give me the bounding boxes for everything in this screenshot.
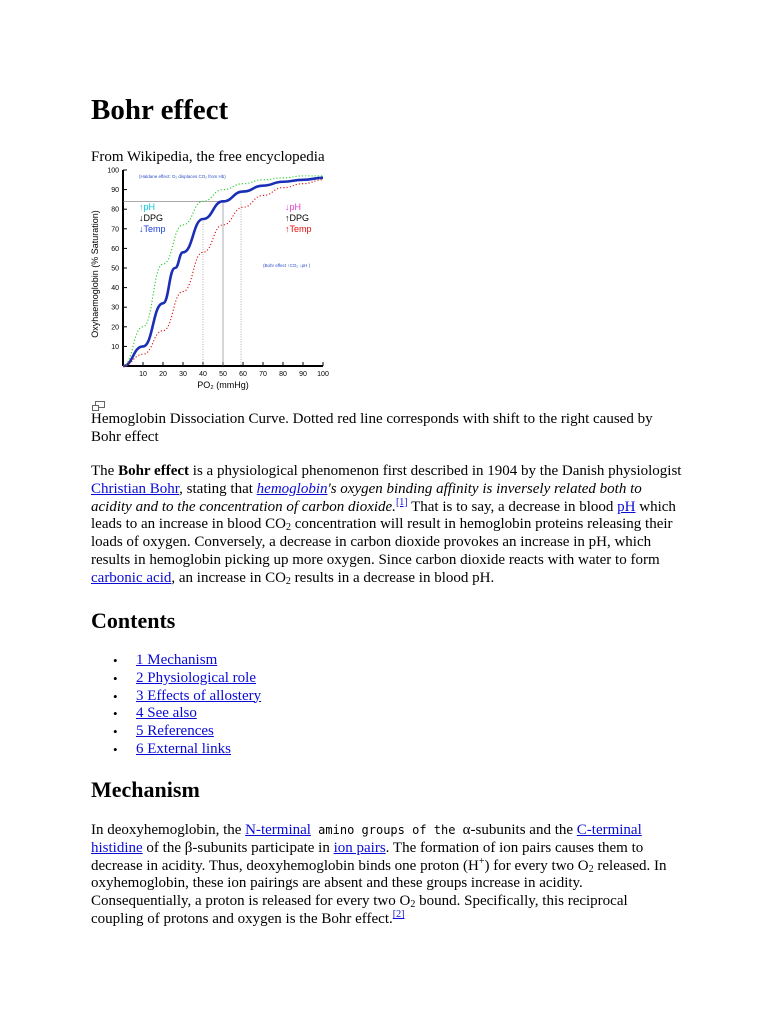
contents-heading: Contents [91,608,176,633]
x-tick-label: 90 [299,371,307,378]
text: is a physiological phenomenon first described in 1904 by the Danish physiologist [189,463,682,479]
toc-link-effects-of-allostery[interactable]: 3 Effects of allostery [136,687,262,704]
x-tick-label: 70 [259,371,267,378]
text: bound. Specifically, this reciprocal coupling of protons and oxygen is the Bohr effect. [91,893,628,927]
toc-link-references[interactable]: 5 References [136,723,214,740]
text: That is to say, a decrease in blood [407,498,618,515]
y-tick-label: 10 [111,343,119,351]
mono-text: amino groups of the [310,823,463,837]
y-axis-label: Oxyhaemoglobin (% Saturation) [90,210,100,338]
legend-left-ph: ↑pH [139,202,156,212]
x-tick-label: 100 [317,371,329,378]
link-hemoglobin[interactable]: hemoglobin [256,480,328,497]
y-tick-label: 20 [111,324,119,332]
y-tick-label: 50 [111,265,119,273]
mechanism-heading: Mechanism [91,777,200,802]
toc-item [91,723,261,741]
toc-item [91,670,261,688]
bullet: • [113,688,118,704]
legend-right-ph: ↓pH [285,202,302,212]
y-tick-label: 80 [111,206,119,214]
text: , an increase in CO [171,569,286,586]
legend-right-dpg: ↑DPG [285,213,310,223]
reference-1[interactable]: [1] [395,496,408,508]
text: released. In oxyhemoglobin, these ion pairings are absent and these groups increase in acidity. Consequentially, a proton is released for every two O [91,857,667,910]
link-ph[interactable]: pH [617,498,636,515]
toc-item [91,688,261,706]
text: . The formation of ion pairs causes them to decrease in acidity. Thus, deoxyhemoglobin binds one proton (H [91,839,644,874]
tagline: From Wikipedia, the free encyclopedia [91,149,325,165]
text: , stating that [179,480,257,497]
bullet: • [113,653,118,668]
subscript: 2 [588,863,594,875]
bullet: • [113,741,118,757]
bold-term: Bohr effect [118,463,190,479]
link-n-terminal[interactable]: N-terminal [245,822,311,838]
y-tick-label: 100 [107,167,119,175]
toc-link-physiological-role[interactable]: 2 Physiological role [136,669,256,686]
text: In deoxyhemoglobin, the [91,822,246,838]
text: ) for every two O [484,857,589,874]
x-tick-label: 20 [159,371,167,378]
toc-item [91,705,261,723]
text: α-subunits and the [462,822,577,838]
link-carbonic-acid[interactable]: carbonic acid [91,569,172,586]
text: which leads to an increase in blood CO [91,498,676,533]
text: results in a decrease in blood pH. [290,569,495,586]
figure-caption: Hemoglobin Dissociation Curve. Dotted red line corresponds with shift to the right caused by Bohr effect [91,411,653,445]
toc-link-mechanism[interactable]: 1 Mechanism [136,652,218,668]
text: of the β-subunits participate in [142,839,334,856]
x-tick-label: 30 [179,371,187,378]
toc-link-see-also[interactable]: 4 See also [136,705,197,722]
y-tick-label: 90 [111,187,119,195]
legend-right-temp: ↑Temp [285,224,312,234]
y-tick-label: 70 [111,226,119,234]
x-tick-label: 10 [139,371,147,378]
magnify-clip-icon[interactable] [92,399,106,410]
link-c-terminal[interactable]: C-terminal [576,822,642,838]
x-tick-label: 80 [279,371,287,378]
reference-2[interactable]: [2] [392,908,405,920]
table-of-contents [91,652,261,759]
intro-paragraph [91,463,683,588]
link-ion-pairs[interactable]: ion pairs [333,839,386,856]
bohr-note: (Bohr effect ↑CO₂ ↓pH ) [263,263,311,268]
toc-item [91,652,261,670]
y-tick-label: 30 [111,304,119,312]
superscript: + [478,855,485,867]
x-tick-label: 60 [239,371,247,378]
haldane-note: (Haldane effect: O₂ displaces CO₂ from Hb) [139,174,226,179]
link-histidine[interactable]: histidine [91,839,143,856]
x-axis-label: PO₂ (mmHg) [197,380,249,390]
mechanism-paragraph [91,822,683,929]
subscript: 2 [285,522,291,534]
x-tick-label: 40 [199,371,207,378]
bullet: • [113,724,118,740]
x-tick-label: 50 [219,371,227,378]
y-tick-label: 40 [111,285,119,293]
toc-item [91,741,261,759]
bullet: • [113,706,118,722]
legend-left-temp: ↓Temp [139,224,166,234]
dissociation-curve-figure[interactable] [89,164,333,396]
dissociation-curve-chart [89,164,333,396]
text: concentration will result in hemoglobin proteins releasing their loads of oxygen. Conversely, a decrease in carbon dioxide provokes an increase in pH, which results in hemoglobin picking up more oxygen. Since carbon dioxide reacts with water to form [91,516,673,568]
subscript: 2 [285,575,291,587]
page-title: Bohr effect [91,94,229,126]
y-tick-label: 60 [111,245,119,253]
legend-left-dpg: ↓DPG [139,213,164,223]
link-christian-bohr[interactable]: Christian Bohr [91,480,180,497]
italic-statement: 's oxygen binding affinity is inversely related both to acidity and to the concentration of carbon dioxide. [91,480,642,515]
text: The [91,463,119,479]
toc-link-external-links[interactable]: 6 External links [136,740,231,757]
subscript: 2 [410,899,416,911]
bullet: • [113,670,118,686]
